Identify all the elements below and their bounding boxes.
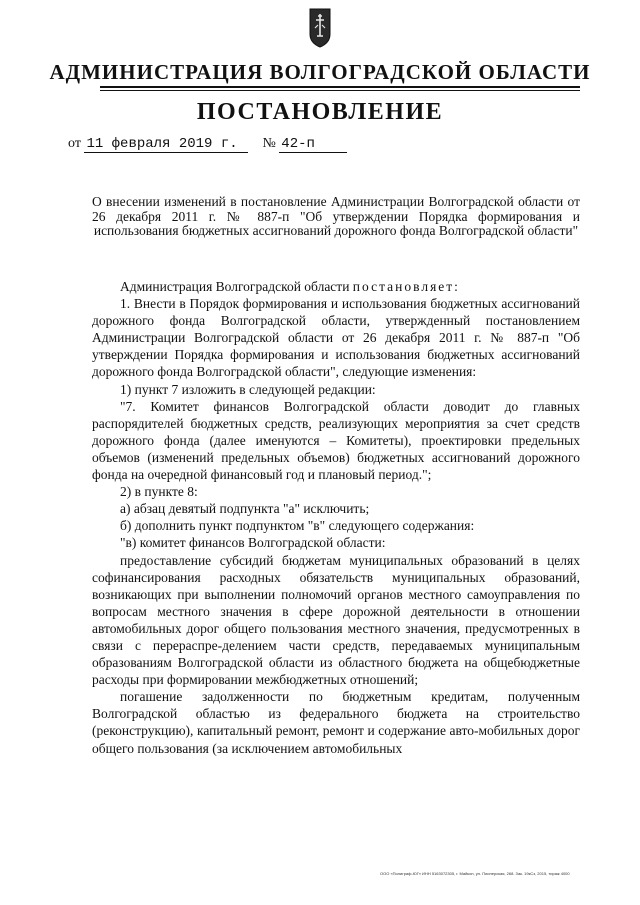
document-body <box>92 278 580 757</box>
printer-imprint: ООО «Полиграф-ЮГ» ИНН 5163072305, г. Майкоп, ул. Пионерская, 268. Зак. 19кСз, 2015, тираж 4000 <box>380 871 570 876</box>
body-paragraph: 1. Внести в Порядок формирования и использования бюджетных ассигнований дорожного фонда Волгоградской области, утвержденный постановлением Администрации Волгоградской области от 26 декабря 2011 г. № 887-п "Об утверждении Порядка формирования и использования бюджетных ассигнований дорожного фонда Волгоградской области", следующие изменения: <box>92 296 580 380</box>
body-paragraph: 2) в пункте 8: <box>120 484 198 500</box>
from-label: от <box>68 136 81 151</box>
document-subject: О внесении изменений в постановление Администрации Волгоградской области от 26 декабря 2011 г. № 887-п "Об утверждении Порядка формирования и использования бюджетных ассигнований дорожного фонда Волгоградской области" <box>92 194 580 238</box>
body-paragraph: предоставление субсидий бюджетам муниципальных образований в целях софинансирования расходных обязательств муниципальных образований, возникающих при выполнении полномочий органов местного самоуправления по вопросам местного значения в сфере дорожной деятельности в отношении автомобильных дорог общего пользования местного значения, предусмотренных в связи с перераспре-делением части средств, передаваемых муниципальным образованиям Волгоградской области из областного бюджета на общебюджетные расходы при формировании межбюджетных отношений; <box>92 552 580 688</box>
header-rule <box>100 86 580 88</box>
body-paragraph: 1) пункт 7 изложить в следующей редакции: <box>120 381 376 397</box>
coat-of-arms-icon <box>305 6 335 48</box>
preamble <box>92 278 580 295</box>
document-type: ПОСТАНОВЛЕНИЕ <box>196 99 444 125</box>
body-paragraph: погашение задолженности по бюджетным кредитам, полученным Волгоградской областью из федерального бюджета на строительство (реконструкцию), капитальный ремонт, ремонт и содержание авто-мобильных дорог общего пользования (за исключением автомобильных <box>92 689 580 756</box>
preamble-verb: постановляет: <box>352 279 460 294</box>
document-date: 11 февраля 2019 г. <box>84 136 248 153</box>
number-label: № <box>262 136 276 151</box>
body-paragraph: "7. Комитет финансов Волгоградской области доводит до главных распорядителей бюджетных средств, реализующих мероприятия за счет средств дорожного фонда (далее именуются – Комитеты), проектировки предельных объемов (изменений предельных объемов) бюджетных ассигнований дорожного фонда на очередной финансовый год и плановый период."; <box>92 398 580 483</box>
preamble-text: Администрация Волгоградской области <box>120 279 353 294</box>
body-paragraph: "в) комитет финансов Волгоградской области: <box>120 535 386 551</box>
document-number: 42-п <box>279 136 347 153</box>
header-rule-thin <box>100 90 580 91</box>
date-number-line <box>68 136 347 153</box>
organization-name: АДМИНИСТРАЦИЯ ВОЛГОГРАДСКОЙ ОБЛАСТИ <box>49 60 591 84</box>
body-paragraph: б) дополнить пункт подпунктом "в" следующего содержания: <box>120 518 475 534</box>
body-paragraph: а) абзац девятый подпункта "а" исключить; <box>120 501 370 517</box>
